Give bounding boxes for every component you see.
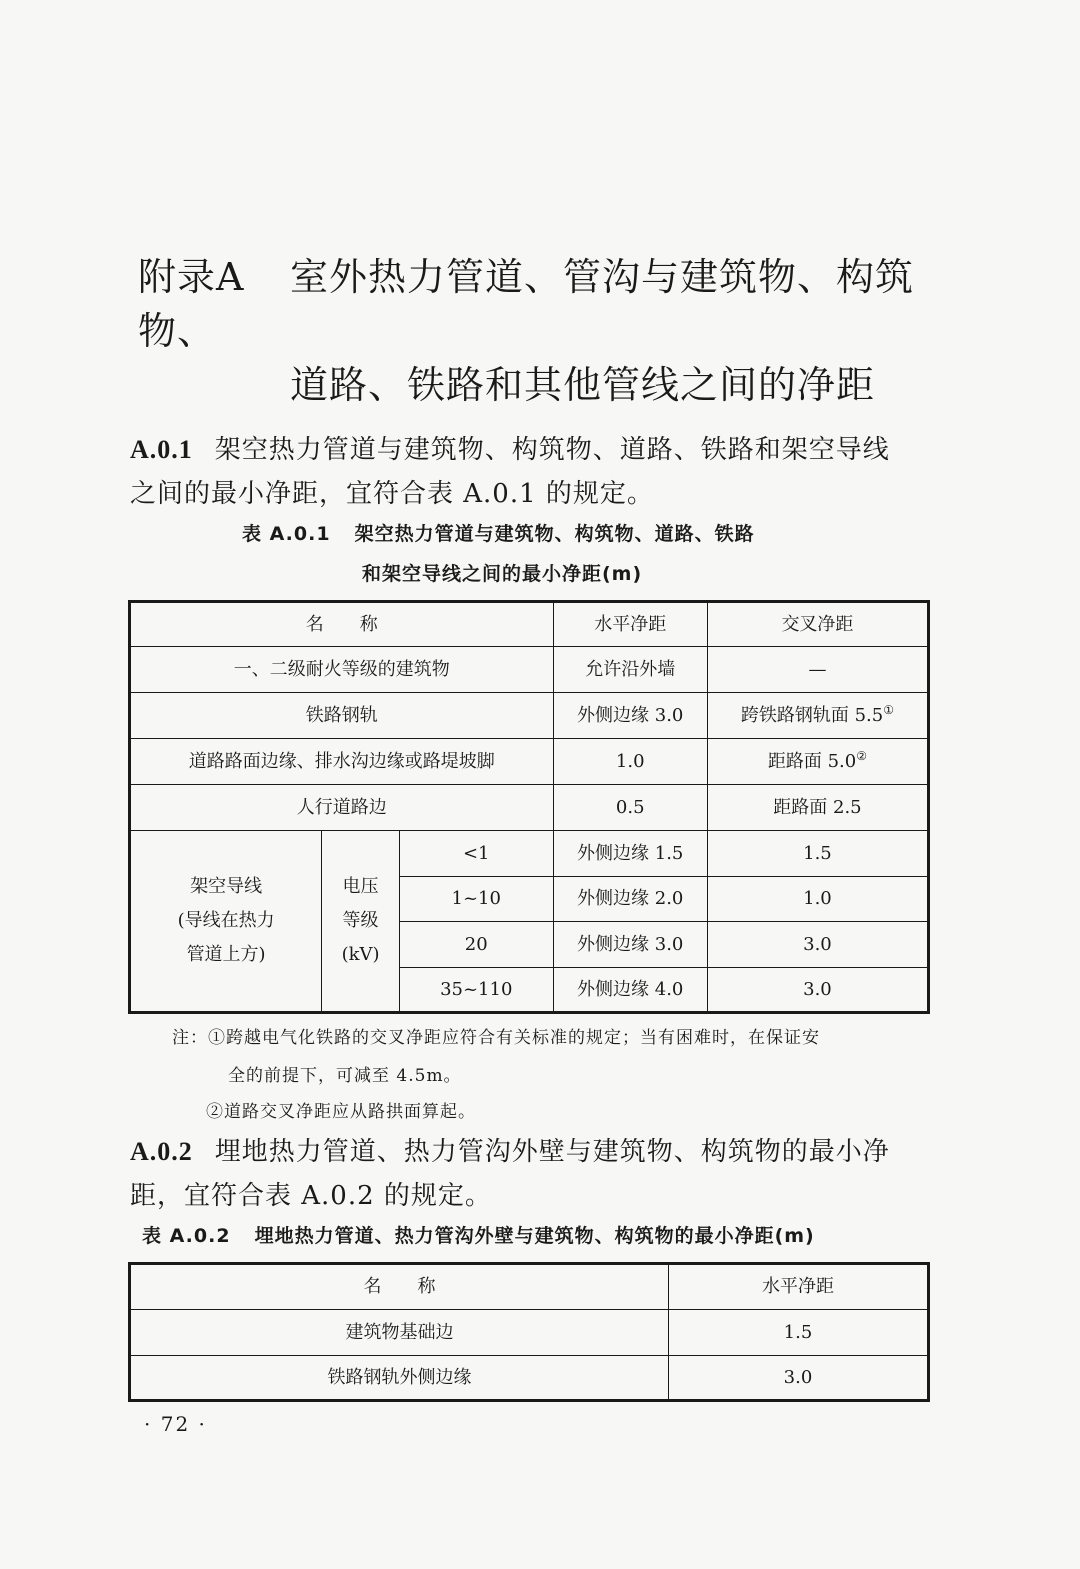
cell-horizontal: 1.5 xyxy=(668,1310,928,1356)
cell-horizontal: 外侧边缘 3.0 xyxy=(553,922,707,968)
table-a02-caption-text: 埋地热力管道、热力管沟外壁与建筑物、构筑物的最小净距(m) xyxy=(254,1225,815,1247)
cell-voltage-level: 20 xyxy=(399,922,553,968)
cell-voltage-level: 35~110 xyxy=(399,968,553,1013)
table-a02-caption xyxy=(142,1217,815,1255)
note2: ②道路交叉净距应从路拱面算起。 xyxy=(206,1102,476,1122)
table-row xyxy=(130,739,929,785)
cell-cross: 1.0 xyxy=(707,877,928,922)
clause-a02-text-line2: 距，宜符合表 A.0.2 的规定。 xyxy=(130,1181,492,1211)
note-prefix: 注： xyxy=(172,1028,208,1048)
cell-horizontal: 外侧边缘 3.0 xyxy=(553,693,707,739)
cell-cross xyxy=(707,693,928,739)
overhead-name-line3: 管道上方) xyxy=(186,944,266,965)
cell-horizontal: 3.0 xyxy=(668,1356,928,1401)
table-a01-caption xyxy=(242,515,755,553)
cell-cross-text: 距路面 5.0 xyxy=(767,750,857,772)
clause-a01 xyxy=(130,428,940,516)
voltage-line2: 等级 xyxy=(342,910,379,931)
page-number: · 72 · xyxy=(144,1412,207,1436)
cell-cross xyxy=(707,739,928,785)
voltage-line3: (kV) xyxy=(341,944,380,965)
table-row xyxy=(130,1310,929,1356)
cell-name: 一、二级耐火等级的建筑物 xyxy=(130,647,554,693)
footnote-mark: ① xyxy=(883,702,894,717)
cell-voltage-level: 1~10 xyxy=(399,877,553,922)
cell-cross: 1.5 xyxy=(707,831,928,877)
appendix-title-line2: 道路、铁路和其他管线之间的净距 xyxy=(290,363,876,407)
clause-a02-number: A.0.2 xyxy=(130,1137,193,1166)
cell-cross: 距路面 2.5 xyxy=(707,785,928,831)
clause-a02-text-line1: 埋地热力管道、热力管沟外壁与建筑物、构筑物的最小净 xyxy=(214,1137,890,1167)
header-horizontal: 水平净距 xyxy=(553,602,707,647)
clause-a01-number: A.0.1 xyxy=(130,435,193,464)
note1-line1: ①跨越电气化铁路的交叉净距应符合有关标准的规定；当有困难时，在保证安 xyxy=(208,1028,820,1048)
table-a01-note1 xyxy=(172,1020,820,1056)
cell-overhead-name xyxy=(130,831,322,1013)
cell-name: 道路路面边缘、排水沟边缘或路堤坡脚 xyxy=(130,739,554,785)
cell-horizontal: 1.0 xyxy=(553,739,707,785)
voltage-line1: 电压 xyxy=(342,876,379,897)
cell-name: 铁路钢轨外侧边缘 xyxy=(130,1356,669,1401)
table-row xyxy=(130,1264,929,1310)
table-a02-number: 表 A.0.2 xyxy=(142,1225,231,1247)
clause-a02 xyxy=(130,1130,940,1218)
table-row xyxy=(130,647,929,693)
overhead-name-line1: 架空导线 xyxy=(190,876,263,897)
cell-name: 人行道路边 xyxy=(130,785,554,831)
cell-horizontal: 外侧边缘 2.0 xyxy=(553,877,707,922)
cell-voltage-level: <1 xyxy=(399,831,553,877)
table-row xyxy=(130,602,929,647)
footnote-mark: ② xyxy=(856,748,867,763)
cell-horizontal: 允许沿外墙 xyxy=(553,647,707,693)
table-a01 xyxy=(128,600,930,1014)
cell-cross: 3.0 xyxy=(707,968,928,1013)
cell-cross-text: 跨铁路钢轨面 5.5 xyxy=(740,704,884,726)
cell-cross: — xyxy=(707,647,928,693)
table-row xyxy=(130,831,929,877)
header-name: 名 称 xyxy=(130,602,554,647)
table-a01-number: 表 A.0.1 xyxy=(242,523,331,545)
cell-horizontal: 0.5 xyxy=(553,785,707,831)
overhead-name-line2: (导线在热力 xyxy=(177,910,275,931)
clause-a01-text-line1: 架空热力管道与建筑物、构筑物、道路、铁路和架空导线 xyxy=(214,435,890,465)
cell-horizontal: 外侧边缘 1.5 xyxy=(553,831,707,877)
header-horizontal: 水平净距 xyxy=(668,1264,928,1310)
table-a01-caption-line1: 架空热力管道与建筑物、构筑物、道路、铁路 xyxy=(354,523,755,545)
table-row xyxy=(130,693,929,739)
appendix-label: 附录A xyxy=(138,255,245,299)
table-a01-caption-line2: 和架空导线之间的最小净距(m) xyxy=(362,563,643,585)
cell-cross: 3.0 xyxy=(707,922,928,968)
appendix-title-line1: 室外热力管道、管沟与建筑物、构筑物、 xyxy=(138,255,915,353)
note1-line2: 全的前提下，可减至 4.5m。 xyxy=(228,1066,462,1086)
cell-voltage-label xyxy=(322,831,400,1013)
table-a02 xyxy=(128,1262,930,1402)
cell-horizontal: 外侧边缘 4.0 xyxy=(553,968,707,1013)
cell-name: 铁路钢轨 xyxy=(130,693,554,739)
cell-name: 建筑物基础边 xyxy=(130,1310,669,1356)
appendix-title xyxy=(138,250,958,412)
table-row xyxy=(130,1356,929,1401)
table-row xyxy=(130,785,929,831)
header-name: 名 称 xyxy=(130,1264,669,1310)
clause-a01-text-line2: 之间的最小净距，宜符合表 A.0.1 的规定。 xyxy=(130,479,654,509)
header-cross: 交叉净距 xyxy=(707,602,928,647)
